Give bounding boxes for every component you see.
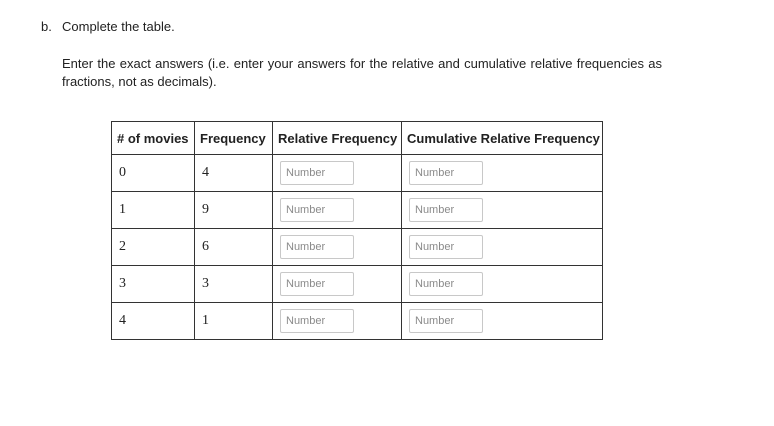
relative-frequency-input[interactable] bbox=[280, 198, 354, 222]
movies-cell: 0 bbox=[112, 155, 195, 192]
movies-cell: 2 bbox=[112, 229, 195, 266]
table-row bbox=[112, 192, 603, 229]
relative-frequency-input[interactable] bbox=[280, 272, 354, 296]
table-row bbox=[112, 303, 603, 340]
table-header-row bbox=[112, 122, 603, 155]
cumulative-relative-frequency-cell bbox=[402, 229, 603, 266]
frequency-cell: 3 bbox=[195, 266, 273, 303]
part-label: b. bbox=[41, 19, 52, 34]
frequency-cell: 4 bbox=[195, 155, 273, 192]
relative-frequency-input[interactable] bbox=[280, 235, 354, 259]
relative-frequency-cell bbox=[273, 229, 402, 266]
cumulative-relative-frequency-input[interactable] bbox=[409, 235, 483, 259]
cumulative-relative-frequency-cell bbox=[402, 155, 603, 192]
table-row bbox=[112, 229, 603, 266]
relative-frequency-input[interactable] bbox=[280, 161, 354, 185]
cumulative-relative-frequency-input[interactable] bbox=[409, 272, 483, 296]
part-title: Complete the table. bbox=[62, 19, 175, 34]
cumulative-relative-frequency-cell bbox=[402, 192, 603, 229]
relative-frequency-cell bbox=[273, 192, 402, 229]
cumulative-relative-frequency-cell bbox=[402, 303, 603, 340]
header-movies: # of movies bbox=[112, 122, 195, 155]
table-row bbox=[112, 155, 603, 192]
movies-cell: 1 bbox=[112, 192, 195, 229]
relative-frequency-cell bbox=[273, 303, 402, 340]
relative-frequency-input[interactable] bbox=[280, 309, 354, 333]
header-frequency: Frequency bbox=[195, 122, 273, 155]
relative-frequency-cell bbox=[273, 155, 402, 192]
relative-frequency-cell bbox=[273, 266, 402, 303]
frequency-table bbox=[111, 121, 603, 340]
header-cumulative-relative-frequency: Cumulative Relative Frequency bbox=[402, 122, 603, 155]
cumulative-relative-frequency-input[interactable] bbox=[409, 161, 483, 185]
movies-cell: 3 bbox=[112, 266, 195, 303]
frequency-cell: 1 bbox=[195, 303, 273, 340]
cumulative-relative-frequency-input[interactable] bbox=[409, 309, 483, 333]
instructions-text: Enter the exact answers (i.e. enter your answers for the relative and cumulative relative frequencies as fractions, not as decimals). bbox=[62, 56, 662, 89]
table-row bbox=[112, 266, 603, 303]
header-relative-frequency: Relative Frequency bbox=[273, 122, 402, 155]
cumulative-relative-frequency-input[interactable] bbox=[409, 198, 483, 222]
frequency-cell: 6 bbox=[195, 229, 273, 266]
frequency-cell: 9 bbox=[195, 192, 273, 229]
cumulative-relative-frequency-cell bbox=[402, 266, 603, 303]
movies-cell: 4 bbox=[112, 303, 195, 340]
